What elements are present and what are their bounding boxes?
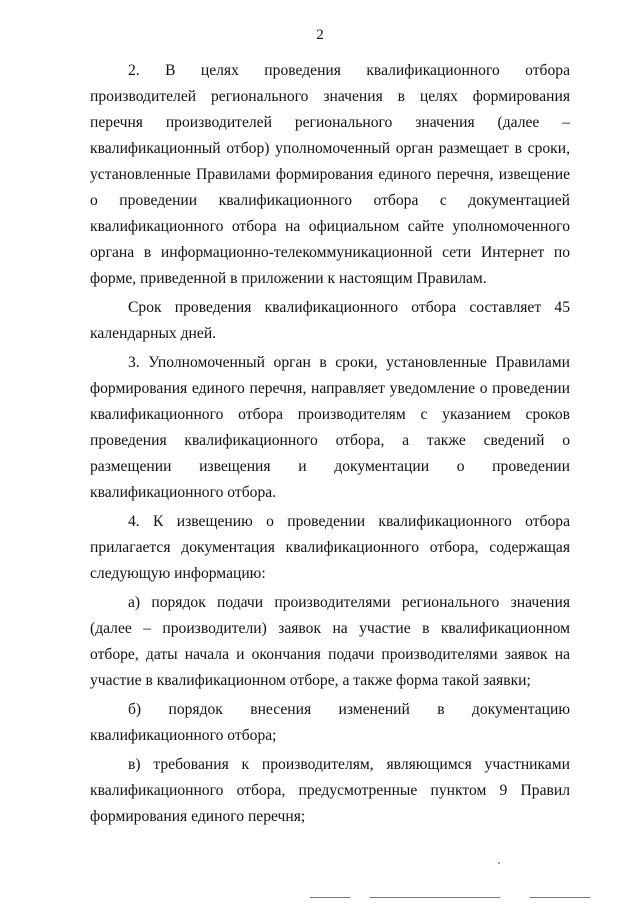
paragraph-2: 2. В целях проведения квалификационного отбора производителей регионального значения в целях формирования перечня производителей регионального значения (далее – квалификационный отбор) уполномоченный орган размещает в сроки, установленные Правилами формирования единого перечня, извещение о проведении квалификационного отбора с документацией квалификационного отбора на официальном сайте уполномоченного органа в информационно-телекоммуникационной сети Интернет по форме, приведенной в приложении к настоящим Правилам. bbox=[90, 62, 570, 287]
paragraph-4: 4. К извещению о проведении квалификационного отбора прилагается документация квалификационного отбора, содержащая следующую информацию: bbox=[90, 513, 570, 582]
scan-speck bbox=[498, 862, 500, 864]
list-item-b: б) порядок внесения изменений в документацию квалификационного отбора; bbox=[90, 701, 570, 744]
paragraph-term: Срок проведения квалификационного отбора составляет 45 календарных дней. bbox=[90, 299, 570, 342]
footer-rule bbox=[300, 895, 600, 899]
list-item-v: в) требования к производителям, являющимся участниками квалификационного отбора, предусмотренные пунктом 9 Правил формирования единого перечня; bbox=[90, 756, 570, 825]
document-body bbox=[90, 58, 570, 830]
paragraph-3: 3. Уполномоченный орган в сроки, установленные Правилами формирования единого перечня, направляет уведомление о проведении квалификационного отбора производителям с указанием сроков проведения квалификационного отбора, а также сведений о размещении извещения и документации о проведении квалификационного отбора. bbox=[90, 354, 570, 501]
page-number: 2 bbox=[316, 27, 324, 43]
list-item-a: а) порядок подачи производителями регионального значения (далее – производители) заявок на участие в квалификационном отборе, даты начала и окончания подачи производителями заявок на участие в квалификационном отборе, а также форма такой заявки; bbox=[90, 594, 570, 689]
